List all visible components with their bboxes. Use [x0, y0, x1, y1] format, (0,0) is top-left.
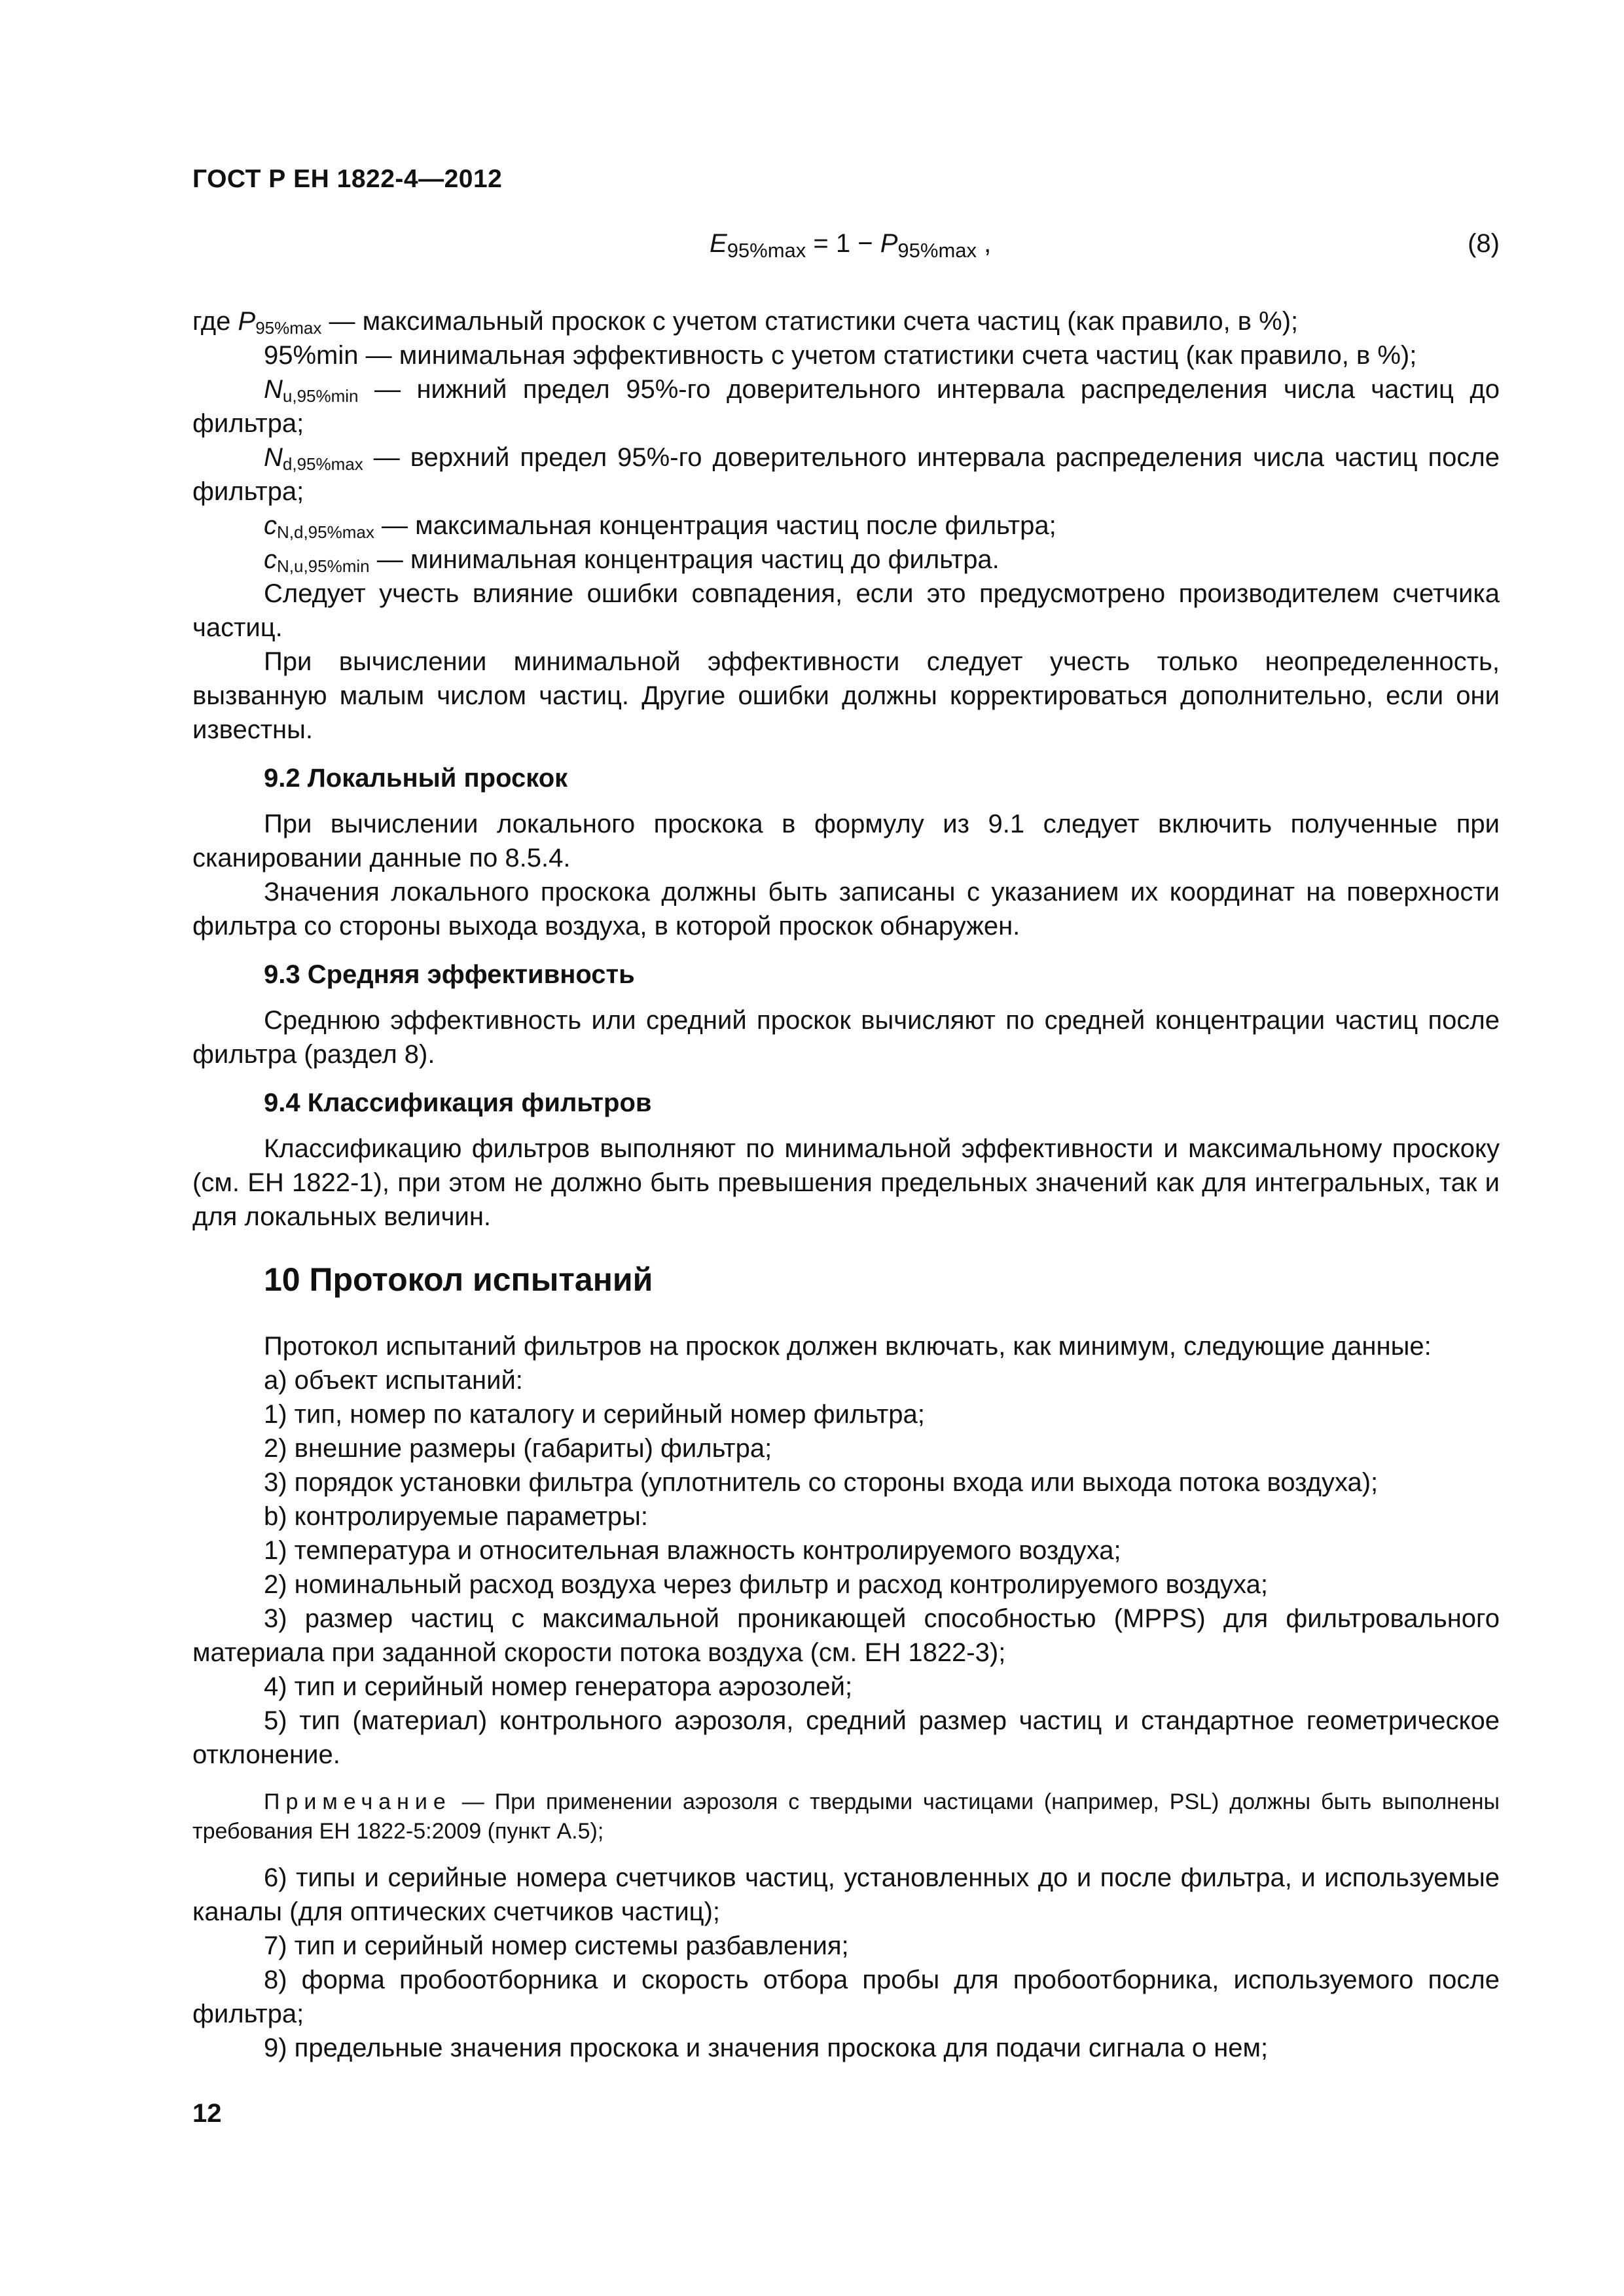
def-prefix: где — [192, 307, 238, 336]
main-text — [192, 304, 1500, 2065]
list-item: 9) предельные значения проскока и значения проскока для подачи сигнала о нем; — [264, 2034, 1269, 2062]
subsection-heading-9-3: 9.3 Средняя эффективность — [264, 960, 635, 989]
def-subscript: N,u,95%min — [277, 556, 370, 576]
def-subscript: u,95%min — [282, 386, 359, 406]
def-subscript: d,95%max — [282, 454, 363, 474]
list-item: b) контролируемые параметры: — [264, 1502, 649, 1531]
eq-trail: , — [977, 229, 992, 258]
paragraph: При вычислении минимальной эффективности следует учесть только неопределенность, вызванную малым числом частиц. Другие ошибки должны корректироваться дополнительно, если они известны. — [192, 647, 1500, 744]
list-item: a) объект испытаний: — [264, 1366, 523, 1395]
list-item: 3) размер частиц с максимальной проникающей способностью (MPPS) для фильтровального материала при заданной скорости потока воздуха (см. ЕН 1822-3); — [192, 1604, 1500, 1667]
document-header: ГОСТ Р ЕН 1822-4—2012 — [192, 165, 503, 193]
note-label: Примечание — [264, 1789, 452, 1814]
equation-formula — [710, 229, 991, 262]
list-item: 1) температура и относительная влажность контролируемого воздуха; — [264, 1536, 1121, 1565]
def-symbol: N — [264, 443, 283, 472]
page-number: 12 — [192, 2099, 222, 2128]
paragraph: Значения локального проскока должны быть записаны с указанием их координат на поверхности фильтра со стороны выхода воздуха, в которой проскок обнаружен. — [192, 878, 1500, 941]
section-intro: Протокол испытаний фильтров на проскок должен включать, как минимум, следующие данные: — [264, 1332, 1432, 1361]
def-subscript: 95%max — [255, 318, 322, 338]
list-item: 3) порядок установки фильтра (уплотнитель со стороны входа или выхода потока воздуха); — [264, 1468, 1379, 1497]
note — [192, 1787, 1500, 1846]
subsection-heading-9-2: 9.2 Локальный проскок — [264, 764, 568, 793]
list-item: 2) номинальный расход воздуха через фильтр и расход контролируемого воздуха; — [264, 1570, 1268, 1599]
paragraph: Среднюю эффективность или средний проскок вычисляют по средней концентрации частиц после фильтра (раздел 8). — [192, 1006, 1500, 1069]
def-symbol: P — [238, 307, 256, 336]
definition-p95max — [192, 304, 1500, 338]
definition-cnu — [192, 543, 1500, 577]
equation-number: (8) — [1468, 229, 1500, 258]
definition-nd — [192, 440, 1500, 509]
definition-cnd — [192, 509, 1500, 543]
definition-95min: 95%min — минимальная эффективность с учетом статистики счета частиц (как правило, в %); — [264, 341, 1417, 370]
list-item: 5) тип (материал) контрольного аэрозоля, средний размер частиц и стандартное геометрическое отклонение. — [192, 1706, 1500, 1769]
def-text: — максимальная концентрация частиц после фильтра; — [374, 511, 1056, 540]
paragraph: Следует учесть влияние ошибки совпадения, если это предусмотрено производителем счетчика частиц. — [192, 579, 1500, 642]
list-item: 2) внешние размеры (габариты) фильтра; — [264, 1434, 772, 1463]
paragraph: При вычислении локального проскока в формулу из 9.1 следует включить полученные при сканировании данные по 8.5.4. — [192, 810, 1500, 872]
def-symbol: N — [264, 375, 283, 404]
def-symbol: c — [264, 511, 277, 540]
eq-rhs-sub: 95%max — [897, 239, 977, 262]
eq-rhs: P — [880, 229, 898, 258]
def-text: — максимальный проскок с учетом статистики счета частиц (как правило, в %); — [321, 307, 1299, 336]
definition-nu — [192, 372, 1500, 440]
eq-lhs-sub: 95%max — [727, 239, 806, 262]
def-symbol: c — [264, 545, 277, 574]
list-item: 1) тип, номер по каталогу и серийный номер фильтра; — [264, 1400, 925, 1429]
note-text: — При применении аэрозоля с твердыми частицами (например, PSL) должны быть выполнены требования ЕН 1822-5:2009 (пункт А.5); — [192, 1789, 1500, 1844]
def-text: — нижний предел 95%-го доверительного интервала распределения числа частиц до фильтра; — [192, 375, 1500, 438]
list-item: 6) типы и серийные номера счетчиков частиц, установленных до и после фильтра, и используемые каналы (для оптических счетчиков частиц); — [192, 1863, 1500, 1926]
paragraph: Классификацию фильтров выполняют по минимальной эффективности и максимальному проскоку (см. ЕН 1822-1), при этом не должно быть превышения предельных значений как для интегральных, так и для локальных величин. — [192, 1134, 1500, 1231]
eq-middle: = 1 − — [806, 229, 880, 258]
list-item: 8) форма пробоотборника и скорость отбора пробы для пробоотборника, используемого после фильтра; — [192, 1965, 1500, 2028]
def-text: — верхний предел 95%-го доверительного интервала распределения числа частиц после фильтра; — [192, 443, 1500, 506]
def-text: — минимальная концентрация частиц до фильтра. — [369, 545, 1000, 574]
section-heading-10: 10 Протокол испытаний — [264, 1261, 653, 1298]
def-subscript: N,d,95%max — [277, 522, 374, 542]
equation-8 — [192, 229, 1500, 268]
subsection-heading-9-4: 9.4 Классификация фильтров — [264, 1088, 652, 1117]
list-item: 7) тип и серийный номер системы разбавления; — [264, 1931, 849, 1960]
eq-lhs: E — [710, 229, 727, 258]
list-item: 4) тип и серийный номер генератора аэрозолей; — [264, 1672, 853, 1701]
